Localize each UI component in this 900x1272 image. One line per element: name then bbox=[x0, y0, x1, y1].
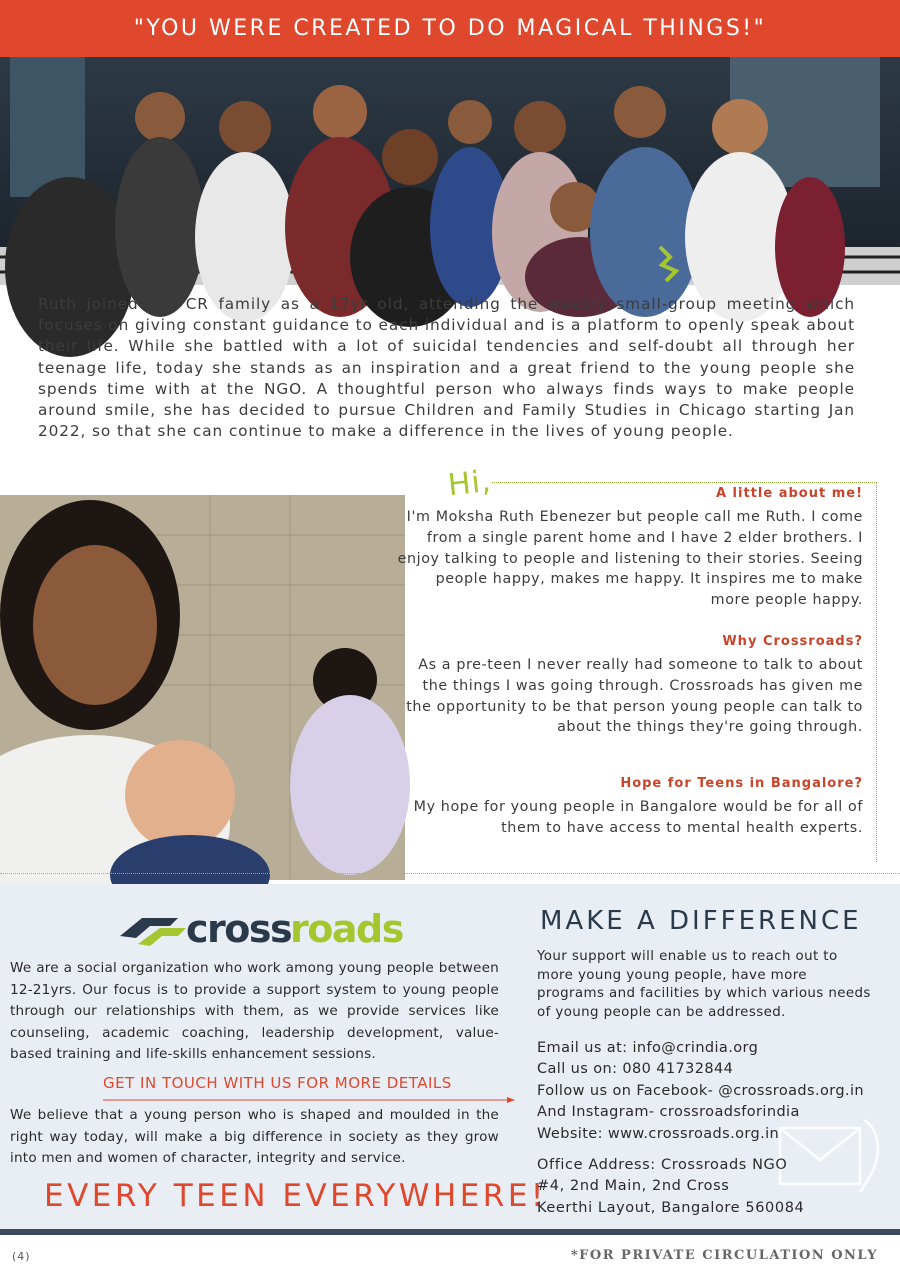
footer-bar bbox=[0, 1229, 900, 1235]
intro-paragraph: Ruth joined the CR family as a 17yr old, attending the weekly small-group meeting which focuses on giving constant guidance to each individual and is a platform to openly speak about their life. While she battled with a lot of suicidal tendencies and self-doubt all through her teenage life, today she stands as an inspiration and a great friend to the young people she spends time with at the NGO. A thoughtful person who always finds ways to make people around smile, she has decided to pursue Children and Family Studies in Chicago starting Jan 2022, so that she can continue to make a difference in the lives of young people. bbox=[38, 295, 855, 441]
cta-arrow bbox=[103, 1096, 518, 1104]
qa-heading: A little about me! bbox=[715, 486, 863, 501]
address-line: Keerthi Layout, Bangalore 560084 bbox=[537, 1199, 805, 1216]
contact-instagram: And Instagram- crossroadsforindia bbox=[537, 1104, 800, 1121]
qa-answer: As a pre-teen I never really had someone to talk to about the things I was going through. Crossroads has given me the opportunity to be that person young people can talk to about the things they're going through. bbox=[406, 657, 863, 736]
contact-facebook: Follow us on Facebook- @crossroads.org.in bbox=[537, 1082, 864, 1099]
circulation-note: *FOR PRIVATE CIRCULATION ONLY bbox=[570, 1248, 878, 1263]
org-about: We are a social organization who work among young people between 12-21yrs. Our focus is to provide a support system to young people through our relationships with them, as we provide services like counseling, academic coaching, leadership development, value-based training and life-skills enhancement sessions. bbox=[10, 960, 499, 1063]
group-photo bbox=[0, 57, 900, 285]
get-in-touch-heading: GET IN TOUCH WITH US FOR MORE DETAILS bbox=[103, 1074, 452, 1092]
address-line: Office Address: Crossroads NGO bbox=[537, 1157, 788, 1173]
crossroads-logo bbox=[120, 906, 403, 951]
quote-banner bbox=[0, 0, 900, 57]
qa-hope bbox=[393, 776, 863, 839]
ruth-photo bbox=[0, 495, 405, 880]
qa-heading: Why Crossroads? bbox=[722, 634, 863, 649]
org-belief: We believe that a young person who is shaped and moulded in the right way today, will make a big difference in society as they grow into men and women of character, integrity and service. bbox=[10, 1107, 499, 1167]
qa-heading: Hope for Teens in Bangalore? bbox=[620, 776, 863, 791]
qa-answer: My hope for young people in Bangalore would be for all of them to have access to mental health experts. bbox=[413, 799, 863, 836]
logo-word-roads: roads bbox=[290, 907, 403, 951]
address-line: #4, 2nd Main, 2nd Cross bbox=[537, 1178, 730, 1195]
hi-greeting: Hi, bbox=[446, 463, 494, 504]
qa-answer: I'm Moksha Ruth Ebenezer but people call me Ruth. I come from a single parent home and I have 2 elder brothers. I enjoy talking to people and listening to their stories. Seeing people happy, makes me happy. It inspires me to make more people happy. bbox=[397, 509, 863, 609]
contact-email: Email us at: info@crindia.org bbox=[537, 1040, 759, 1056]
logo-word-cross: cross bbox=[186, 907, 292, 951]
qa-about bbox=[393, 486, 863, 611]
page-number: (4) bbox=[12, 1250, 31, 1263]
tagline: EVERY TEEN EVERYWHERE! bbox=[44, 1178, 547, 1214]
make-difference-title: MAKE A DIFFERENCE bbox=[540, 906, 862, 936]
section-divider bbox=[0, 873, 900, 874]
contact-website: Website: www.crossroads.org.in bbox=[537, 1125, 780, 1142]
banner-quote: "YOU WERE CREATED TO DO MAGICAL THINGS!" bbox=[133, 16, 767, 41]
contact-phone: Call us on: 080 41732844 bbox=[537, 1061, 734, 1078]
make-difference-body: Your support will enable us to reach out to more young young people, have more programs and facilities by which various needs of young people can be addressed. bbox=[537, 949, 871, 1021]
office-address bbox=[537, 1155, 804, 1219]
qa-why-crossroads bbox=[393, 634, 863, 738]
